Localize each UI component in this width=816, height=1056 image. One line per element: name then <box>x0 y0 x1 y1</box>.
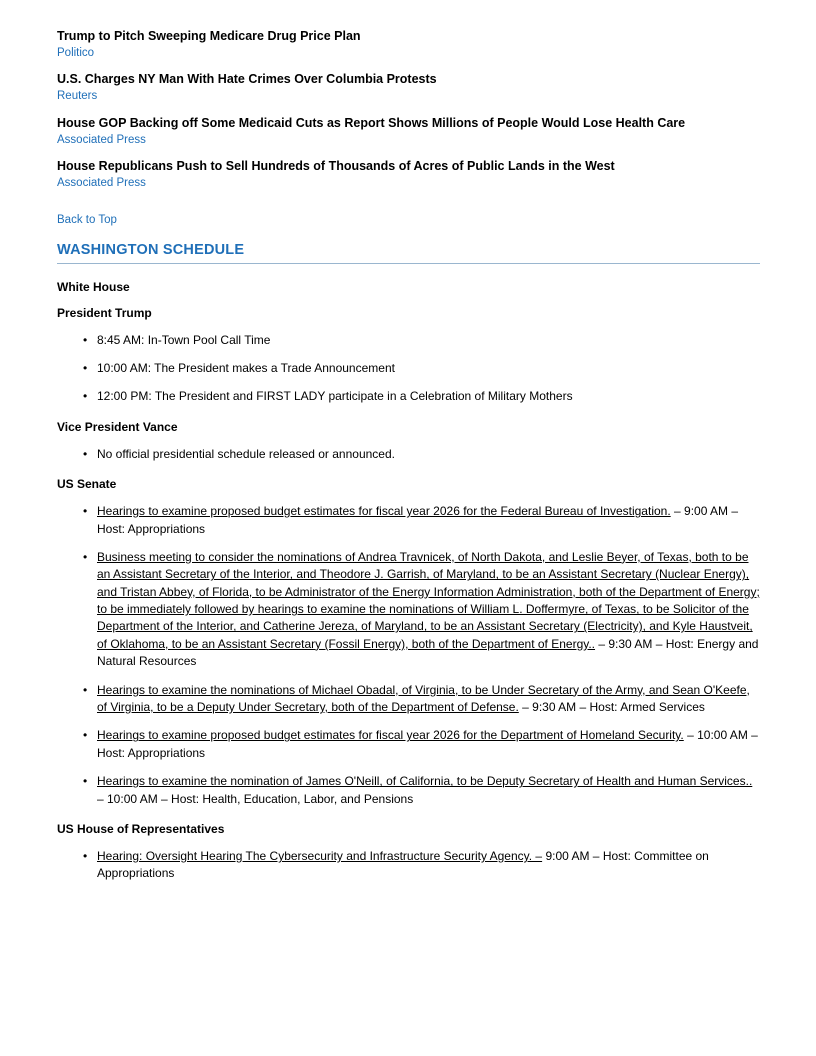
house-schedule-list <box>57 848 760 883</box>
list-item <box>97 727 760 762</box>
event-text: 8:45 AM: In-Town Pool Call Time <box>97 332 271 347</box>
list-item <box>57 71 760 104</box>
senate-schedule-list <box>57 503 760 808</box>
event-link[interactable]: Hearing: Oversight Hearing The Cybersecurity and Infrastructure Security Agency. – <box>97 848 543 863</box>
back-to-top-link[interactable]: Back to Top <box>57 213 117 226</box>
page-title: WASHINGTON SCHEDULE <box>57 241 245 258</box>
event-text: 10:00 AM: The President makes a Trade Announcement <box>97 360 395 375</box>
subsection-vice-president: Vice President Vance <box>57 419 178 434</box>
event-link[interactable]: Business meeting to consider the nominations of Andrea Travnicek, of North Dakota, and Leslie Beyer, of Texas, both to be an Assistant Secretary of the Interior, and Theodore J. Garrish, of Maryland, to be an Assistant Secretary (Nuclear Energy), and Tristan Abbey, of Florida, to be Administrator of the Energy Information Administration, both of the Department of Energy; to be immediately followed by hearings to examine the nominations of William L. Doffermyre, of Texas, to be Solicitor of the Department of the Interior, and Catherine Jereza, of Maryland, to be an Assistant Secretary (Electricity), and Kyle Haustveit, of Oklahoma, to be an Assistant Secretary (Fossil Energy), both of the Department of Energy.. <box>97 549 760 651</box>
news-list <box>57 28 760 192</box>
list-item <box>57 28 760 61</box>
list-item <box>97 360 760 377</box>
event-link[interactable]: Hearings to examine the nominations of Michael Obadal, of Virginia, to be Under Secretary of the Army, and Sean O'Keefe, of Virginia, to be a Deputy Under Secretary, both of the Department of Defense. <box>97 682 750 715</box>
event-link[interactable]: Hearings to examine proposed budget estimates for fiscal year 2026 for the Federal Bureau of Investigation. <box>97 504 671 519</box>
subsection-white-house: White House <box>57 279 130 294</box>
subsection-president: President Trump <box>57 305 152 320</box>
event-detail: – 10:00 AM – Host: Appropriations <box>97 728 758 760</box>
list-item <box>57 115 760 148</box>
subsection-us-house: US House of Representatives <box>57 821 225 836</box>
event-detail: – 9:00 AM – Host: Appropriations <box>97 504 739 536</box>
news-headline[interactable]: House GOP Backing off Some Medicaid Cuts as Report Shows Millions of People Would Lose Health Care <box>57 115 686 130</box>
list-item <box>97 549 760 671</box>
list-item <box>57 158 760 191</box>
list-item <box>97 446 760 463</box>
event-link[interactable]: Hearings to examine the nomination of James O'Neill, of California, to be Deputy Secretary of Health and Human Services.. <box>97 774 753 789</box>
event-detail: – 9:30 AM – Host: Armed Services <box>518 700 705 715</box>
list-item <box>97 503 760 538</box>
president-schedule-list <box>57 332 760 406</box>
list-item <box>97 388 760 405</box>
event-text: 12:00 PM: The President and FIRST LADY participate in a Celebration of Military Mothers <box>97 389 573 404</box>
list-item <box>97 332 760 349</box>
event-text: No official presidential schedule released or announced. <box>97 446 395 461</box>
news-source[interactable]: Associated Press <box>57 133 146 146</box>
news-source[interactable]: Politico <box>57 46 95 59</box>
bottom-spacer <box>57 897 760 937</box>
list-item <box>97 682 760 717</box>
event-detail: – 10:00 AM – Host: Health, Education, Labor, and Pensions <box>97 791 414 806</box>
news-headline[interactable]: House Republicans Push to Sell Hundreds of Thousands of Acres of Public Lands in the West <box>57 159 615 174</box>
news-source[interactable]: Associated Press <box>57 177 146 190</box>
event-detail: 9:00 AM – Host: Committee on Appropriations <box>97 848 709 881</box>
news-headline[interactable]: Trump to Pitch Sweeping Medicare Drug Price Plan <box>57 29 361 43</box>
news-source[interactable]: Reuters <box>57 90 98 103</box>
subsection-us-senate: US Senate <box>57 477 117 492</box>
list-item <box>97 773 760 808</box>
section-divider <box>57 263 760 264</box>
news-headline[interactable]: U.S. Charges NY Man With Hate Crimes Over Columbia Protests <box>57 72 437 87</box>
event-link[interactable]: Hearings to examine proposed budget estimates for fiscal year 2026 for the Department of Homeland Security. <box>97 728 684 743</box>
vice-president-schedule-list <box>57 446 760 463</box>
list-item <box>97 848 760 883</box>
event-detail: – 9:30 AM – Host: Energy and Natural Resources <box>97 636 759 669</box>
